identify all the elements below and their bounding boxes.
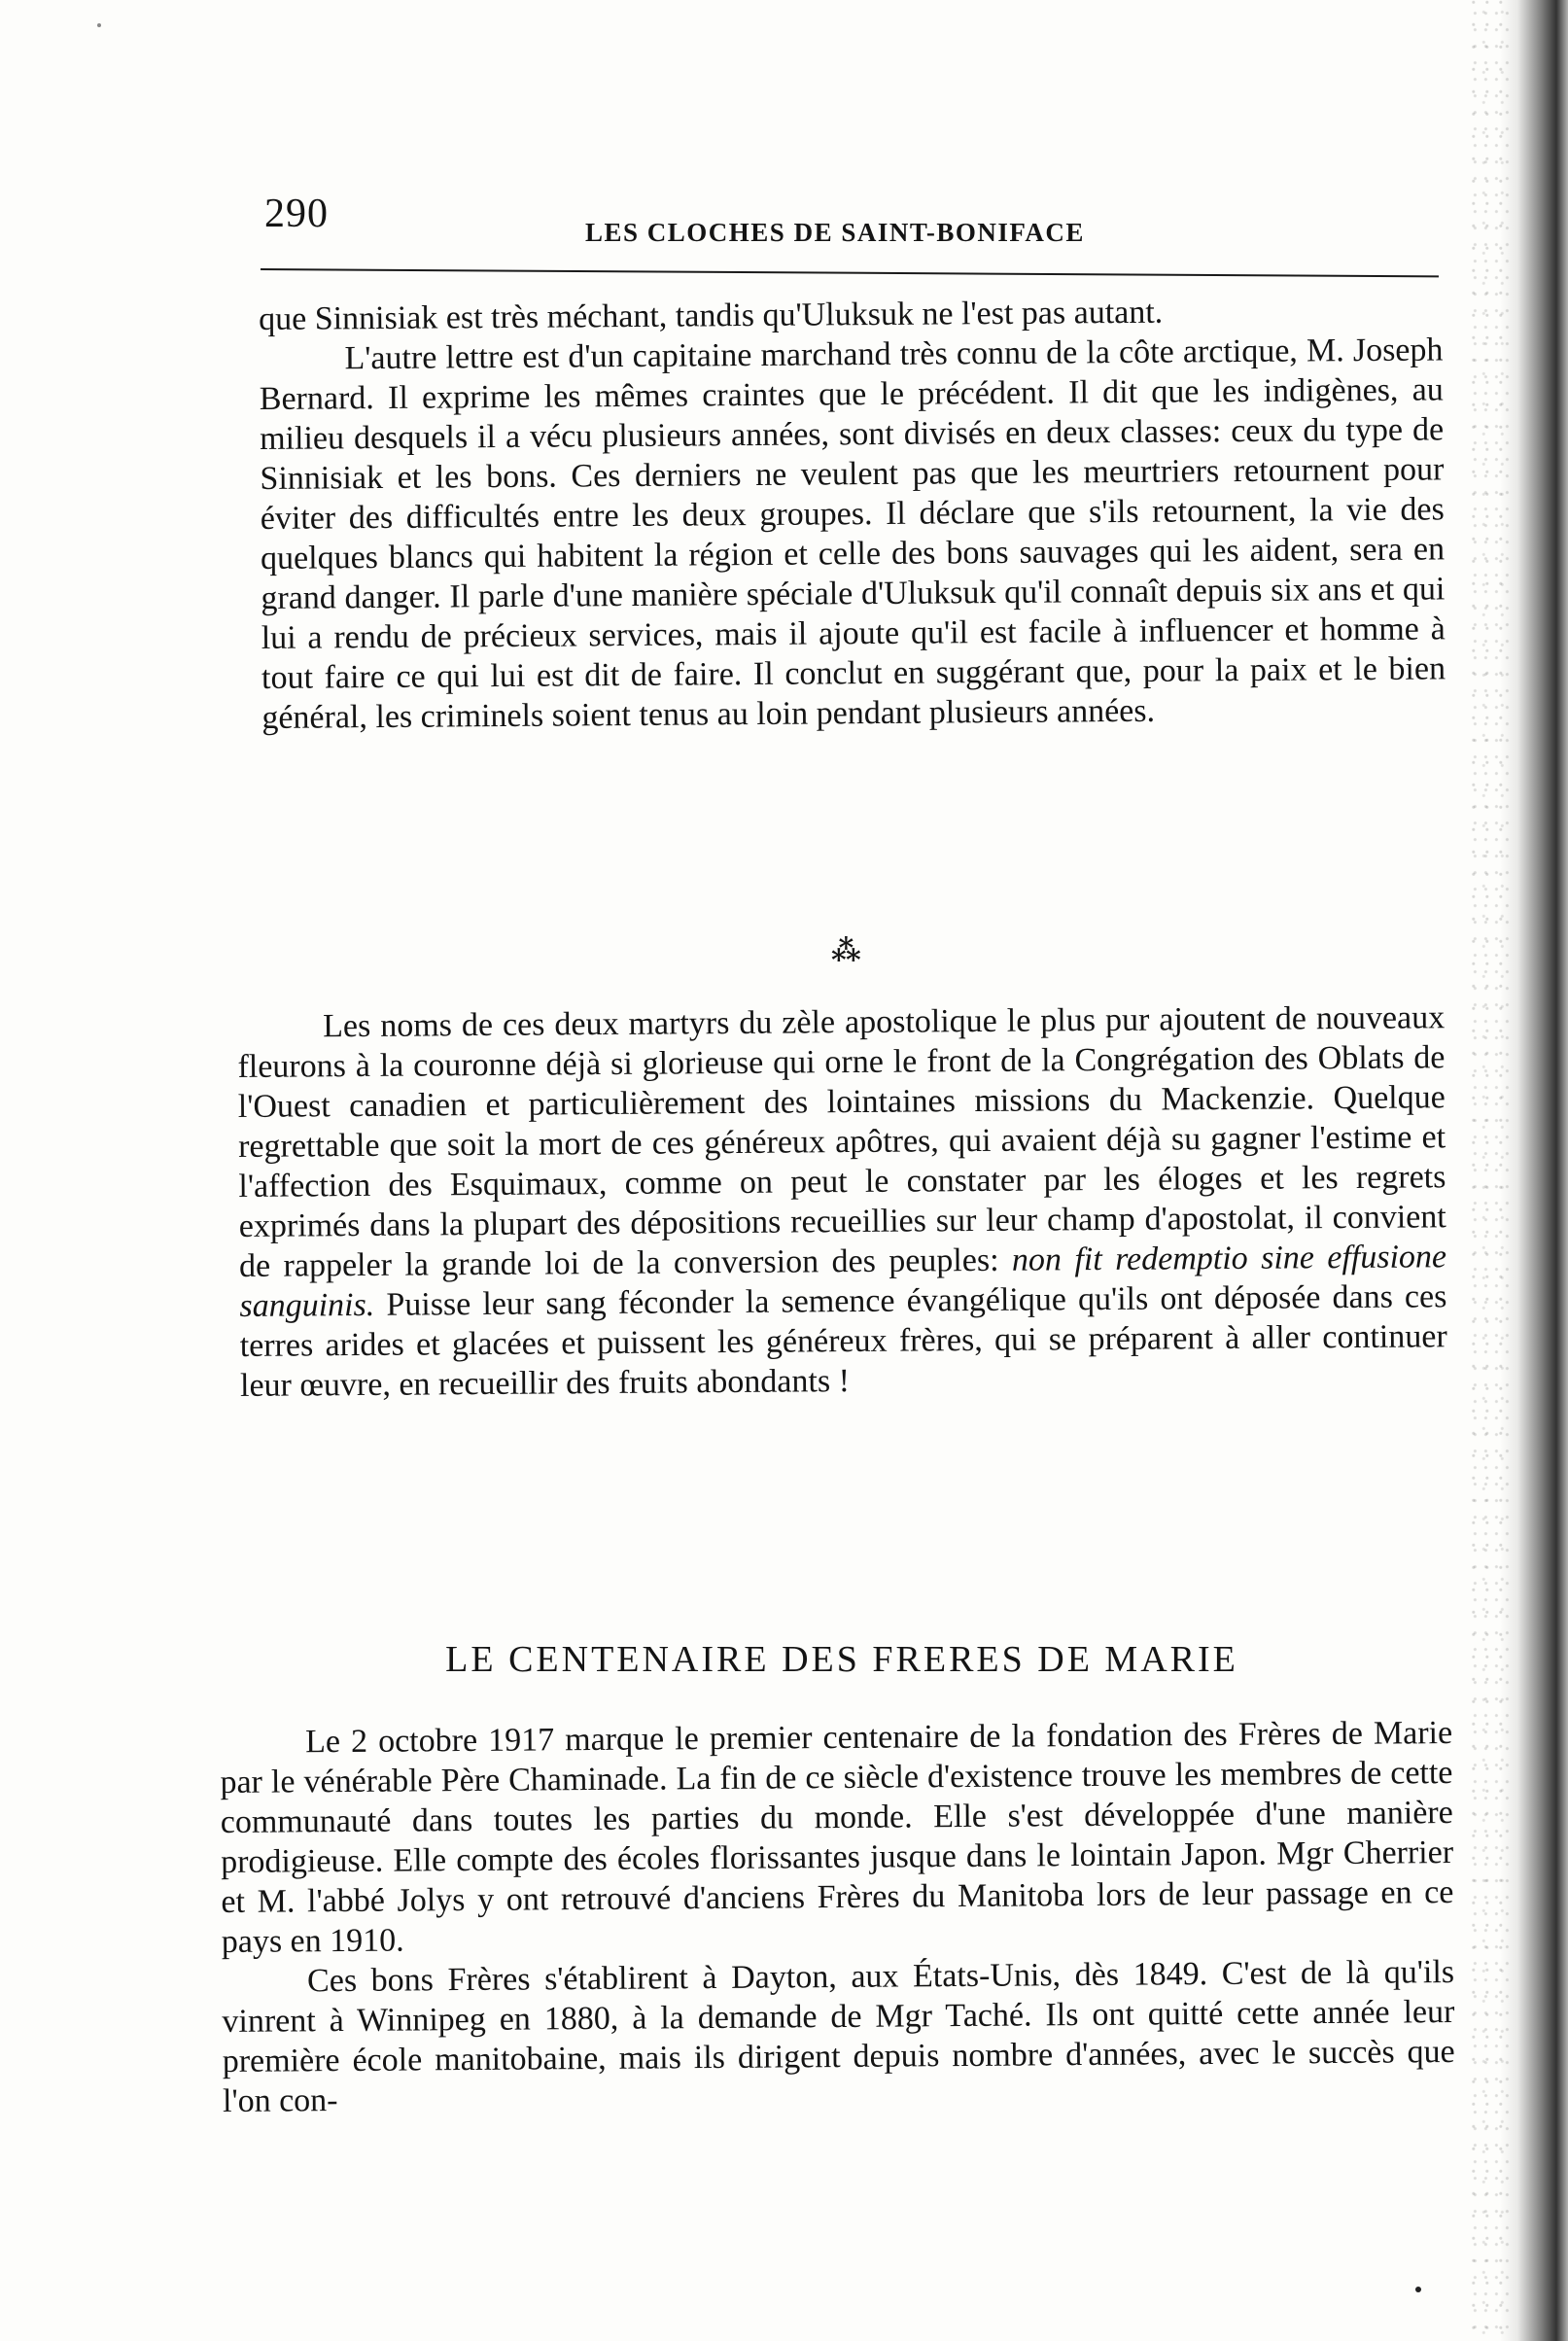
- binding-shadow: [1500, 0, 1568, 2341]
- page-header: [264, 191, 1450, 251]
- section-title: LE CENTENAIRE DES FRERES DE MARIE: [445, 1639, 1238, 1680]
- page-number: 290: [264, 192, 329, 236]
- header-rule: [261, 268, 1439, 277]
- paragraph-martyrs: [237, 997, 1447, 1406]
- paragraph-centenary: Le 2 octobre 1917 marque le premier centenaire de la fondation des Frères de Marie par le vénérable Père Chaminade. La fin de ce siècle d'existence trouve les membres de cette communauté dans toutes les parties du monde. Elle s'est développée d'une manière prodigieuse. Elle compte des écoles florissantes jusque dans le lointain Japon. Mgr Cherrier et M. l'abbé Jolys y ont retrouvé d'anciens Frères du Manitoba lors de leur passage en ce pays en 1910.: [220, 1715, 1454, 1960]
- paragraph-dayton: Ces bons Frères s'établirent à Dayton, aux États-Unis, dès 1849. C'est de là qu'ils vinrent à Winnipeg en 1880, à la demande de Mgr Taché. Ils ont quitté cette année leur première école manitobaine, mais ils dirigent depuis nombre d'années, avec le succès que l'on con-: [222, 1954, 1455, 2119]
- paragraph-martyrs-text: Les noms de ces deux martyrs du zèle apostolique le plus pur ajoutent de nouveaux fleurons à la couronne déjà si glorieuse qui orne le front de la Congrégation des Oblats de l'Ouest canadien et particulièrement des lointaines missions du Mackenzie. Quelque regrettable que soit la mort de ces généreux apôtres, qui avaient déjà su gagner l'estime et l'affection des Esquimaux, comme on peut le constater par les éloges et les regrets exprimés dans la plupart des dépositions recueillies sur leur champ d'apostolat, il convient de rappeler la grande loi de la conversion des peuples:: [237, 999, 1446, 1284]
- ink-speck: [97, 23, 101, 27]
- latin-quote: non fit redemptio sine effusione sanguinis.: [239, 1239, 1447, 1324]
- ink-smudge: [1415, 2287, 1421, 2292]
- running-head: LES CLOCHES DE SAINT-BONIFACE: [585, 218, 1085, 247]
- paragraph-continuation: que Sinnisiak est très méchant, tandis qu'Uluksuk ne l'est pas autant.: [259, 294, 1164, 337]
- paragraph-martyrs-text-end: Puisse leur sang féconder la semence évangélique qu'ils ont déposée dans ces terres arides et glacées et puissent les généreux frères, qui se préparent à aller continuer leur œuvre, en recueillir des fruits abondants !: [239, 1278, 1447, 1404]
- binding-speckle: [1471, 0, 1510, 2341]
- asterism-separator: ⁂: [831, 935, 861, 967]
- text-block-bottom: [220, 1713, 1455, 2121]
- text-block-top: [259, 290, 1446, 738]
- paragraph-bernard-letter: L'autre lettre est d'un capitaine marchand très connu de la côte arctique, M. Joseph Bernard. Il exprime les mêmes craintes que le précédent. Il dit que les indigènes, au milieu desquels il a vécu plusieurs années, sont divisés en deux classes: ceux du type de Sinnisiak et les bons. Ces derniers ne veulent pas que les meurtriers retournent pour éviter des difficultés entre les deux groupes. Il déclare que s'ils retournent, la vie des quelques blancs qui habitent la région et celle des bons sauvages qui les aident, sera en grand danger. Il parle d'une manière spéciale d'Uluksuk qu'il connaît depuis six ans et qui lui a rendu de précieux services, mais il ajoute qu'il est facile à influencer et homme à tout faire ce qui lui est dit de faire. Il conclut en suggérant que, pour la paix et le bien général, les criminels soient tenus au loin pendant plusieurs années.: [259, 332, 1446, 736]
- text-block-middle: [237, 997, 1447, 1406]
